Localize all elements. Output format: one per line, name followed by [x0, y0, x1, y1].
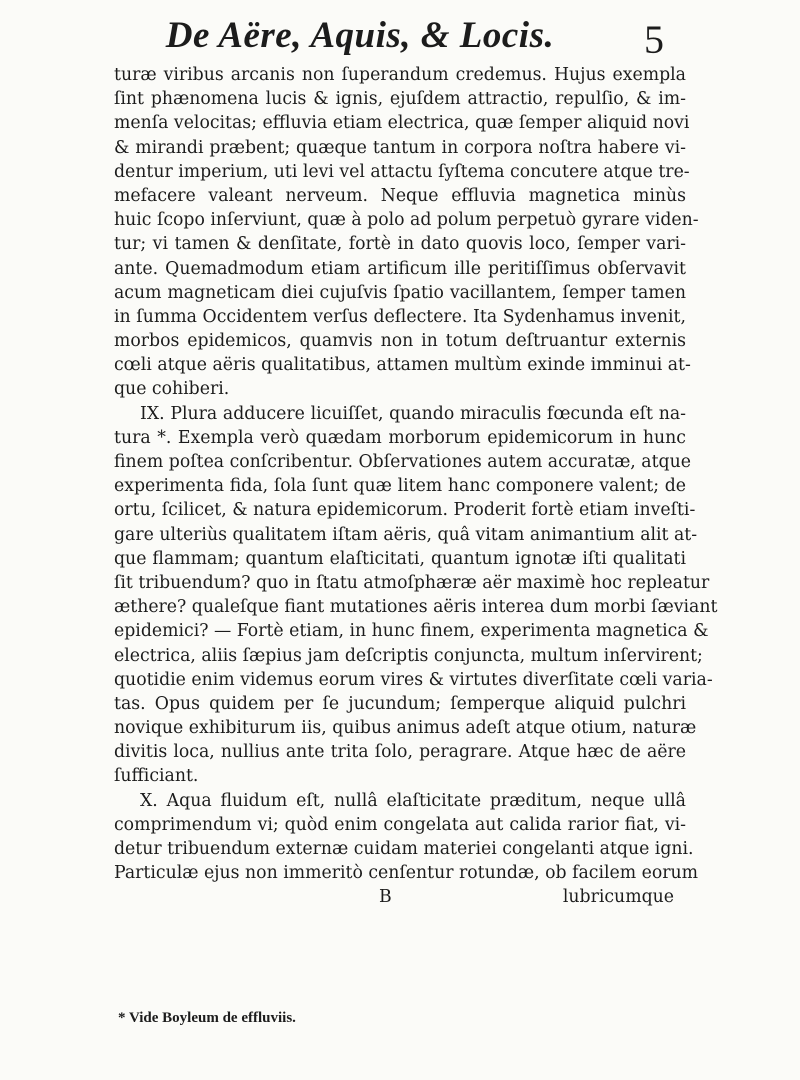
- catchword: lubricumque: [562, 887, 674, 908]
- text-line: acum magneticam diei cujuſvis ſpatio vacillantem, ſemper tamen: [114, 282, 686, 303]
- text-line: detur tribuendum externæ cuidam materiei congelanti atque igni.: [114, 839, 694, 859]
- footnote: * Vide Boyleum de effluviis.: [118, 1010, 296, 1026]
- text-line: que flammam; quantum elaſticitati, quantum ignotæ iſti qualitati: [114, 548, 686, 569]
- text-line: huic ſcopo inſerviunt, quæ à polo ad polum perpetuò gyrare viden-: [114, 210, 699, 231]
- text-line: ſufficiant.: [114, 766, 199, 787]
- text-line: tas. Opus quidem per ſe jucundum; ſemperque aliquid pulchri: [114, 693, 686, 714]
- text-line: epidemici? — Fortè etiam, in hunc finem, experimenta magnetica &: [114, 621, 709, 642]
- text-line: comprimendum vi; quòd enim congelata aut calida rarior fiat, vi-: [114, 814, 686, 835]
- text-line: electrica, aliis ſæpius jam deſcriptis conjuncta, multum inſervirent;: [114, 645, 703, 666]
- text-line: tura *. Exempla verò quædam morborum epidemicorum in hunc: [114, 427, 686, 448]
- text-line: in ſumma Occidentem verſus deflectere. Ita Sydenhamus invenit,: [114, 306, 686, 327]
- text-line: mefacere valeant nerveum. Neque effluvia magnetica minùs: [114, 185, 686, 206]
- text-line: dentur imperium, uti levi vel attactu ſyſtema concutere atque tre-: [114, 161, 690, 182]
- text-line: que cohiberi.: [114, 379, 230, 400]
- text-line: divitis loca, nullius ante trita ſolo, peragrare. Atque hæc de aëre: [114, 742, 686, 763]
- text-line: quotidie enim videmus eorum vires & virtutes diverſitate cœli varia-: [114, 669, 713, 690]
- text-line: menſa velocitas; effluvia etiam electrica, quæ ſemper aliquid novi: [114, 113, 690, 134]
- paragraph-start-line: IX. Plura adducere licuiſſet, quando miraculis fœcunda eſt na-: [140, 403, 686, 424]
- signature-mark: B: [379, 887, 392, 908]
- text-line: morbos epidemicos, quamvis non in totum deſtruantur externis: [114, 331, 686, 352]
- running-head: [0, 14, 800, 62]
- paragraph-start-line: X. Aqua fluidum eſt, nullâ elaſticitate præditum, neque ullâ: [140, 790, 686, 811]
- page-number: 5: [644, 17, 664, 62]
- running-title: De Aëre, Aquis, & Locis.: [165, 15, 555, 56]
- text-line: cœli atque aëris qualitatibus, attamen multùm exinde imminui at-: [114, 355, 691, 376]
- text-line: experimenta fida, ſola ſunt quæ litem hanc componere valent; de: [114, 476, 686, 497]
- text-line: gare ulteriùs qualitatem iſtam aëris, quâ vitam animantium alit at-: [114, 524, 698, 545]
- text-line: ante. Quemadmodum etiam artificum ille peritiſſimus obſervavit: [114, 258, 686, 279]
- text-line: novique exhibiturum iis, quibus animus adeſt atque otium, naturæ: [114, 718, 697, 739]
- text-line: ſint phænomena lucis & ignis, ejuſdem attractio, repulſio, & im-: [114, 89, 686, 110]
- text-line: & mirandi præbent; quæque tantum in corpora noſtra habere vi-: [114, 137, 686, 158]
- text-line: tur; vi tamen & denſitate, fortè in dato quovis loco, ſemper vari-: [114, 234, 686, 255]
- text-line: æthere? qualeſque fiant mutationes aëris interea dum morbi ſæviant: [114, 597, 718, 618]
- text-line: finem poſtea conſcribentur. Obſervationes autem accuratæ, atque: [114, 452, 691, 472]
- text-line: ortu, ſcilicet, & natura epidemicorum. Proderit fortè etiam inveſti-: [114, 500, 696, 521]
- body-text: [114, 63, 718, 910]
- text-line: ſit tribuendum? quo in ſtatu atmoſphæræ aër maximè hoc repleatur: [114, 572, 710, 593]
- text-line: Particulæ ejus non immeritò cenſentur rotundæ, ob facilem eorum: [114, 863, 699, 884]
- signature-line: [114, 885, 686, 909]
- text-line: turæ viribus arcanis non ſuperandum credemus. Hujus exempla: [114, 65, 686, 85]
